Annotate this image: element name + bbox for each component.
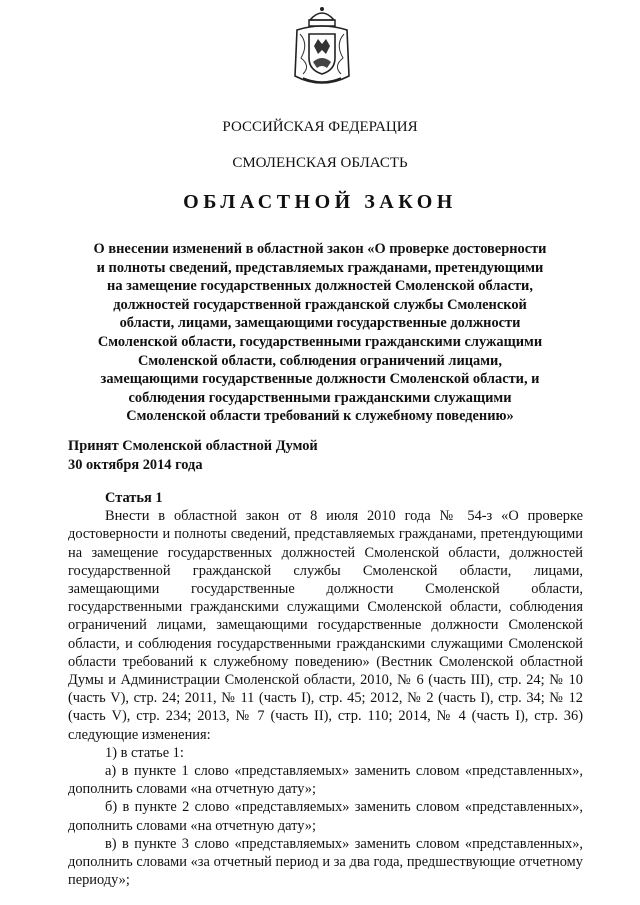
article-intro-paragraph: Внести в областной закон от 8 июля 2010 года № 54-з «О проверке достоверности и полноты сведений, представляемых гражданами, претендующими на замещение государственных должностей Смоленской области, должностей государственной гражданской службы Смоленской области, лицами, замещающими государственные должности Смоленской области, государственными гражданскими служащими Смоленской области, соблюдения ограничений лицами, замещающими государственные должности Смоленской области, и соблюдения государственными гражданскими служащими Смоленской области требований к служебному поведению» (Вестник Смоленской областной Думы и Администрации Смоленской области, 2010, № 6 (часть III), стр. 24; № 10 (часть V), стр. 24; 2011, № 11 (часть I), стр. 45; 2012, № 2 (часть I), стр. 34; № 12 (часть V), стр. 234; 2013, № 7 (часть II), стр. 110; 2014, № 4 (часть I), стр. 36) следующие изменения: bbox=[68, 508, 583, 743]
article-heading: Статья 1 bbox=[105, 490, 163, 506]
article-body bbox=[68, 489, 583, 889]
subpoint-b: б) в пункте 2 слово «представляемых» заменить словом «представленных», дополнить словами «на отчетную дату»; bbox=[68, 799, 583, 834]
adoption-body: Принят Смоленской областной Думой bbox=[68, 438, 318, 454]
adoption-date: 30 октября 2014 года bbox=[68, 456, 203, 473]
point-1: 1) в статье 1: bbox=[105, 744, 184, 761]
subpoint-a: а) в пункте 1 слово «представляемых» заменить словом «представленных», дополнить словами «на отчетную дату»; bbox=[68, 763, 583, 798]
subpoint-v: в) в пункте 3 слово «представляемых» заменить словом «представленных», дополнить словами «за отчетный период и за два года, предшествующие отчетному периоду»; bbox=[68, 835, 583, 889]
adoption-block bbox=[68, 437, 318, 474]
law-subject-title: О внесении изменений в областной закон «О проверке достоверности и полноты сведений, представляемых гражданами, претендующими на замещение государственных должностей Смоленской области, должностей государственной гражданской службы Смоленской области, лицами, замещающими государственные должности Смоленской области, государственными гражданскими служащими Смоленской области, соблюдения ограничений лицами, замещающими государственные должности Смоленской области, и соблюдения государственными гражданскими служащими Смоленской области требований к служебному поведению» bbox=[93, 241, 547, 425]
coat-of-arms-icon bbox=[289, 6, 355, 88]
country-name: РОССИЙСКАЯ ФЕДЕРАЦИЯ bbox=[222, 119, 418, 135]
document-title: ОБЛАСТНОЙ ЗАКОН bbox=[183, 191, 457, 213]
region-name: СМОЛЕНСКАЯ ОБЛАСТЬ bbox=[232, 155, 408, 171]
